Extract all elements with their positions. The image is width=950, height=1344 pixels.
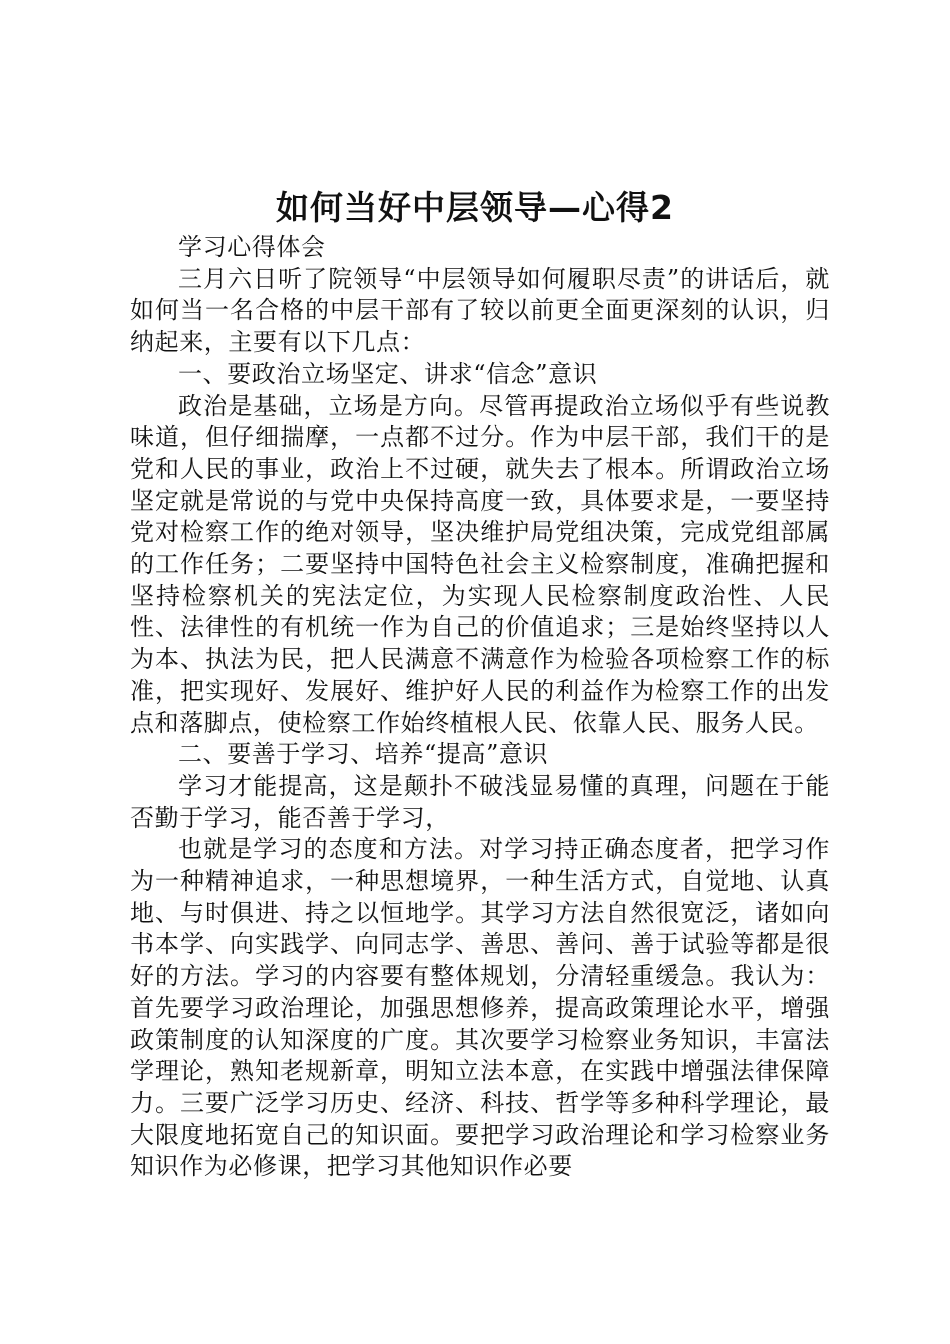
paragraph-heading-intro: 学习心得体会 [178,233,326,261]
document-title: 如何当好中层领导—心得2 [276,188,674,227]
section-heading-2: 二、要善于学习、培养“提高”意识 [178,740,549,769]
paragraph-section-2b: 也就是学习的态度和方法。对学习持正确态度者，把学习作为一种精神追求，一种思想境界，一种生活方式，自觉地、认真地、与时俱进、持之以恒地学。其学习方法自然很宽泛，诸如向书本学、向实践学、向同志学、善思、善问、善于试验等都是很好的方法。学习的内容要有整体规划，分清轻重缓急。我认为：首先要学习政治理论，加强思想修养，提高政策理论水平，增强政策制度的认知深度的广度。其次要学习检察业务知识，丰富法学理论，熟知老规新章，明知立法本意，在实践中增强法律保障力。三要广泛学习历史、经济、科技、哲学等多种科学理论，最大限度地拓宽自己的知识面。要把学习政治理论和学习检察业务知识作为必修课，把学习其他知识作必要 [130,835,830,1181]
paragraph-section-2a: 学习才能提高，这是颠扑不破浅显易懂的真理，问题在于能否勤于学习，能否善于学习， [130,771,830,832]
paragraph-section-1: 政治是基础，立场是方向。尽管再提政治立场似乎有些说教味道，但仔细揣摩，一点都不过分。作为中层干部，我们干的是党和人民的事业，政治上不过硬，就失去了根本。所谓政治立场坚定就是常说的与党中央保持高度一致，具体要求是，一要坚持党对检察工作的绝对领导，坚决维护局党组决策，完成党组部属的工作任务；二要坚持中国特色社会主义检察制度，准确把握和坚持检察机关的宪法定位，为实现人民检察制度政治性、人民性、法律性的有机统一作为自己的价值追求；三是始终坚持以人为本、执法为民，把人民满意不满意作为检验各项检察工作的标准，把实现好、发展好、维护好人民的利益作为检察工作的出发点和落脚点，使检察工作始终植根人民、依靠人民、服务人民。 [130,391,830,737]
paragraph-intro: 三月六日听了院领导“中层领导如何履职尽责”的讲话后，就如何当一名合格的中层干部有了较以前更全面更深刻的认识，归纳起来，主要有以下几点： [130,264,830,357]
section-heading-1: 一、要政治立场坚定、讲求“信念”意识 [178,359,598,388]
document-body [130,232,830,1183]
